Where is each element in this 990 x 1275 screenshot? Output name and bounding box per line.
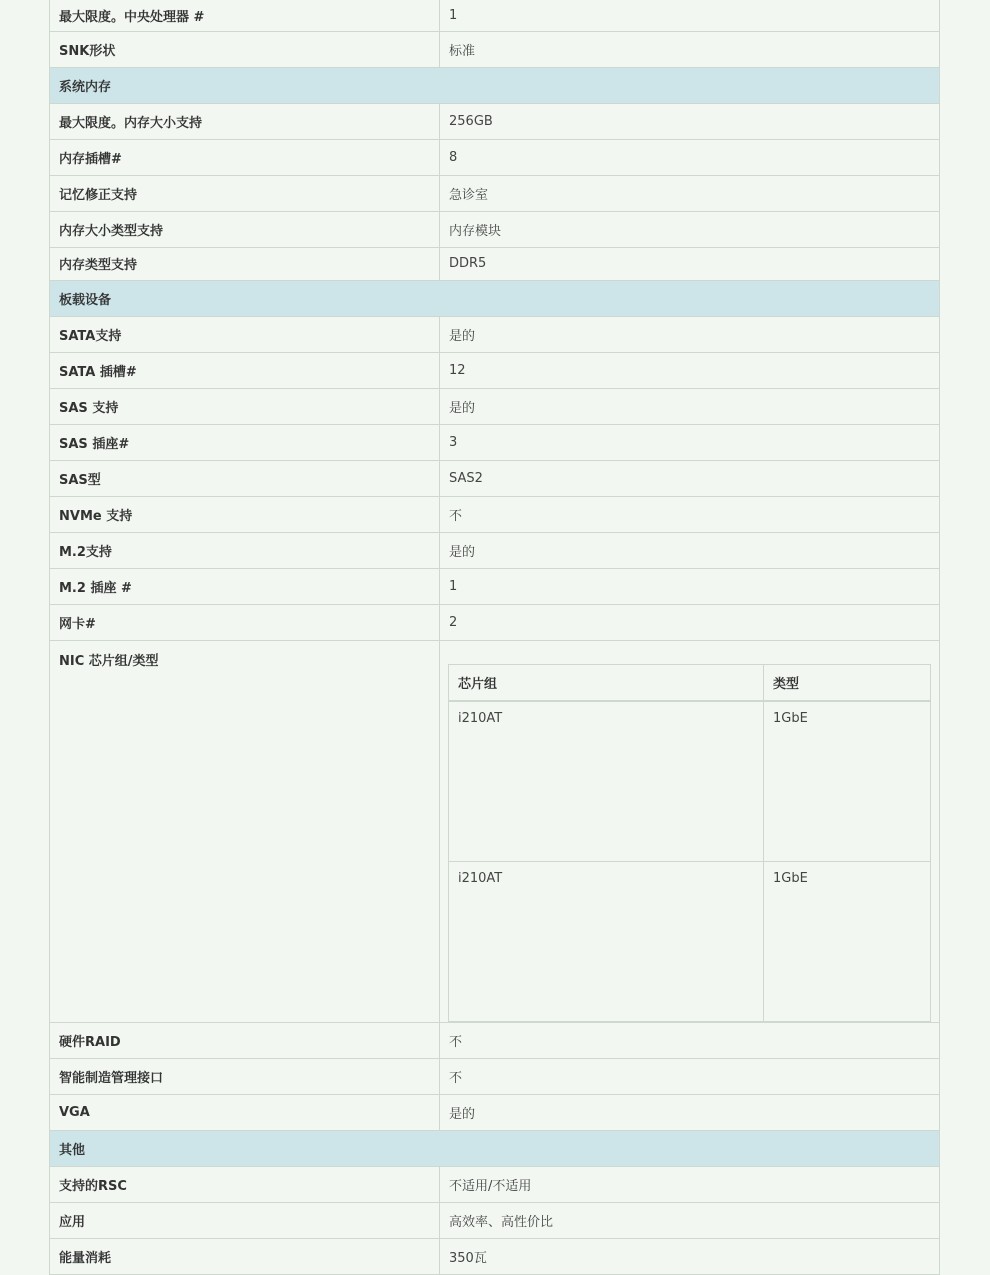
spec-row [50, 532, 940, 568]
nic-header-type: 类型 [764, 664, 931, 701]
spec-row [50, 1202, 940, 1238]
spec-row [50, 460, 940, 496]
spec-label: M.2支持 [50, 532, 440, 568]
spec-value: 350瓦 [440, 1238, 940, 1274]
spec-value: 12 [440, 352, 940, 388]
spec-label: 最大限度。内存大小支持 [50, 103, 440, 139]
spec-label: 内存类型支持 [50, 247, 440, 280]
spec-row [50, 1058, 940, 1094]
spec-row [50, 388, 940, 424]
spec-value: 高效率、高性价比 [440, 1202, 940, 1238]
spec-label: NIC 芯片组/类型 [50, 640, 440, 1022]
spec-row [50, 247, 940, 280]
nic-table-header [449, 664, 931, 701]
spec-label: 记忆修正支持 [50, 175, 440, 211]
spec-row-snk-form [50, 31, 940, 67]
spec-label: 内存大小类型支持 [50, 211, 440, 247]
spec-row [50, 139, 940, 175]
spec-label: SAS 支持 [50, 388, 440, 424]
spec-value: 1 [440, 568, 940, 604]
spec-value: 是的 [440, 388, 940, 424]
spec-label: SNK形状 [50, 31, 440, 67]
spec-row [50, 1238, 940, 1274]
spec-value: DDR5 [440, 247, 940, 280]
spec-value: 内存模块 [440, 211, 940, 247]
spec-value: 不 [440, 1022, 940, 1058]
spec-label: 内存插槽# [50, 139, 440, 175]
spec-label: NVMe 支持 [50, 496, 440, 532]
spec-row [50, 568, 940, 604]
nic-chipset: i210AT [449, 701, 764, 861]
spec-value: 不适用/不适用 [440, 1166, 940, 1202]
spec-label: SATA 插槽# [50, 352, 440, 388]
spec-row [50, 1094, 940, 1130]
spec-row [50, 175, 940, 211]
spec-label: M.2 插座 # [50, 568, 440, 604]
nic-chipset: i210AT [449, 861, 764, 1021]
nic-type: 1GbE [764, 861, 931, 1021]
spec-label: SATA支持 [50, 316, 440, 352]
nic-table-cell [440, 640, 940, 1022]
section-header-onboard [50, 280, 940, 316]
spec-value: 不 [440, 496, 940, 532]
nic-table-row [449, 861, 931, 1021]
spec-row [50, 1022, 940, 1058]
spec-row [50, 352, 940, 388]
spec-value: 是的 [440, 532, 940, 568]
spec-value: 2 [440, 604, 940, 640]
section-title: 系统内存 [50, 67, 940, 103]
nic-chipset-table [448, 664, 931, 1022]
spec-value: SAS2 [440, 460, 940, 496]
spec-label: 最大限度。中央处理器 # [50, 0, 440, 31]
section-header-other [50, 1130, 940, 1166]
spec-row [50, 103, 940, 139]
spec-label: 支持的RSC [50, 1166, 440, 1202]
section-header-memory [50, 67, 940, 103]
nic-header-chipset: 芯片组 [449, 664, 764, 701]
spec-value: 1 [440, 0, 940, 31]
spec-label: 应用 [50, 1202, 440, 1238]
spec-row [50, 424, 940, 460]
nic-table-row [449, 701, 931, 861]
section-title: 其他 [50, 1130, 940, 1166]
spec-row-nic-chipset [50, 640, 940, 1022]
spec-value: 8 [440, 139, 940, 175]
spec-value: 不 [440, 1058, 940, 1094]
spec-value: 3 [440, 424, 940, 460]
spec-row [50, 496, 940, 532]
spec-label: 智能制造管理接口 [50, 1058, 440, 1094]
section-title: 板载设备 [50, 280, 940, 316]
spec-row [50, 211, 940, 247]
spec-label: SAS型 [50, 460, 440, 496]
spec-value: 标准 [440, 31, 940, 67]
spec-value: 急诊室 [440, 175, 940, 211]
spec-table [49, 0, 940, 1275]
spec-value: 256GB [440, 103, 940, 139]
spec-row [50, 604, 940, 640]
spec-value: 是的 [440, 1094, 940, 1130]
spec-row [50, 1166, 940, 1202]
spec-label: VGA [50, 1094, 440, 1130]
spec-label: SAS 插座# [50, 424, 440, 460]
spec-label: 网卡# [50, 604, 440, 640]
spec-label: 硬件RAID [50, 1022, 440, 1058]
spec-value: 是的 [440, 316, 940, 352]
spec-row [50, 316, 940, 352]
nic-type: 1GbE [764, 701, 931, 861]
spec-row-max-cpu [50, 0, 940, 31]
spec-label: 能量消耗 [50, 1238, 440, 1274]
